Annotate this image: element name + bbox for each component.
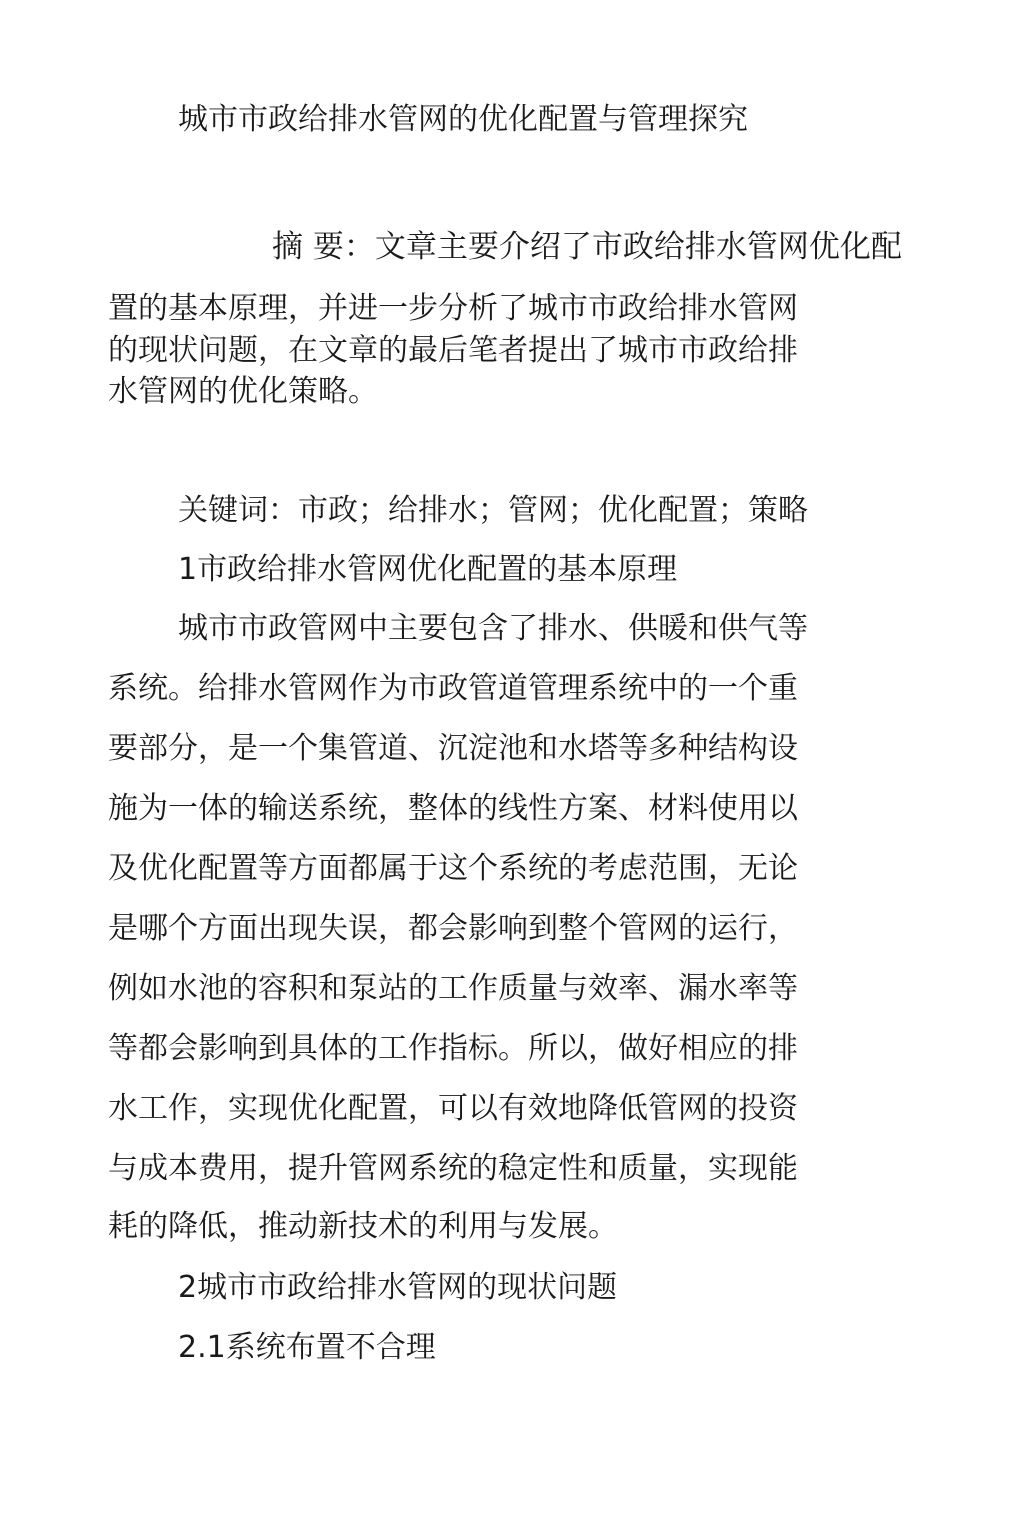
- document-title: 城市市政给排水管网的优化配置与管理探究: [178, 102, 748, 137]
- abstract-line: 摘 要：文章主要介绍了市政给排水管网优化配: [272, 229, 902, 265]
- paragraph-line: 例如水池的容积和泵站的工作质量与效率、漏水率等: [108, 971, 798, 1006]
- subsection-heading-2-1: 2.1系统布置不合理: [178, 1330, 436, 1365]
- paragraph-line: 等都会影响到具体的工作指标。所以，做好相应的排: [108, 1031, 798, 1066]
- section-heading-2: 2城市市政给排水管网的现状问题: [178, 1270, 618, 1305]
- paragraph-line: 要部分，是一个集管道、沉淀池和水塔等多种结构设: [108, 731, 798, 766]
- abstract-line: 水管网的优化策略。: [108, 374, 378, 409]
- keywords-line: 关键词：市政；给排水；管网；优化配置；策略: [178, 493, 808, 528]
- paragraph-line: 系统。给排水管网作为市政管道管理系统中的一个重: [108, 671, 798, 706]
- paragraph-line: 水工作，实现优化配置，可以有效地降低管网的投资: [108, 1091, 798, 1126]
- paragraph-line: 耗的降低，推动新技术的利用与发展。: [108, 1209, 618, 1244]
- abstract-line: 的现状问题，在文章的最后笔者提出了城市市政给排: [108, 333, 798, 368]
- paragraph-line: 城市市政管网中主要包含了排水、供暖和供气等: [178, 611, 808, 646]
- section-heading-1: 1市政给排水管网优化配置的基本原理: [178, 552, 678, 587]
- paragraph-line: 是哪个方面出现失误，都会影响到整个管网的运行，: [108, 911, 798, 946]
- abstract-line: 置的基本原理，并进一步分析了城市市政给排水管网: [108, 291, 798, 326]
- paragraph-line: 及优化配置等方面都属于这个系统的考虑范围，无论: [108, 851, 798, 886]
- paragraph-line: 施为一体的输送系统，整体的线性方案、材料使用以: [108, 791, 798, 826]
- paragraph-line: 与成本费用，提升管网系统的稳定性和质量，实现能: [108, 1151, 798, 1186]
